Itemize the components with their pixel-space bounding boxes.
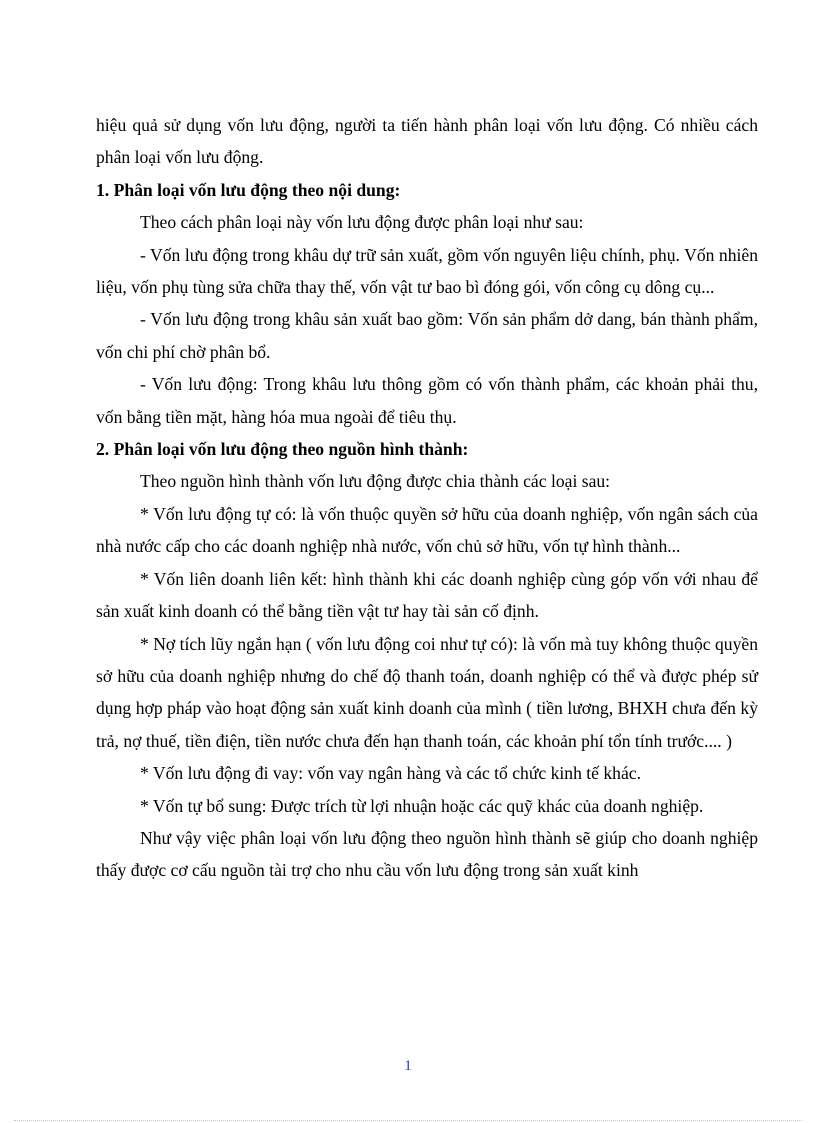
paragraph-joint-venture: * Vốn liên doanh liên kết: hình thành khi các doanh nghiệp cùng góp vốn với nhau để sản xuất kinh doanh có thể bằng tiền vật tư hay tài sản cố định.: [96, 568, 758, 622]
paragraph-circulation-stage: - Vốn lưu động: Trong khâu lưu thông gồm có vốn thành phẩm, các khoản phải thu, vốn bằng tiền mặt, hàng hóa mua ngoài để tiêu thụ.: [96, 374, 758, 427]
page-number: 1: [404, 1058, 412, 1074]
paragraph-classification-intro: Theo cách phân loại này vốn lưu động được phân loại như sau:: [140, 212, 584, 233]
paragraph-production-stage: - Vốn lưu động trong khâu sản xuất bao gồm: Vốn sản phẩm dở dang, bán thành phẩm, vốn chi phí chờ phân bổ.: [96, 309, 758, 362]
paragraph-own-capital: * Vốn lưu động tự có: là vốn thuộc quyền sở hữu của doanh nghiệp, vốn ngân sách của nhà nước cấp cho các doanh nghiệp nhà nước, vốn chủ sở hữu, vốn tự hình thành...: [96, 503, 758, 557]
paragraph-source-intro: Theo nguồn hình thành vốn lưu động được chia thành các loại sau:: [140, 471, 611, 492]
page-bottom-divider: [14, 1120, 802, 1121]
paragraph-supplementary-capital: * Vốn tự bổ sung: Được trích từ lợi nhuận hoặc các quỹ khác của doanh nghiệp.: [140, 795, 704, 816]
paragraph-reserve-stage: - Vốn lưu động trong khâu dự trữ sản xuất, gồm vốn nguyên liệu chính, phụ. Vốn nhiên liệu, vốn phụ tùng sửa chữa thay thế, vốn vật tư bao bì đóng gói, vốn công cụ dông cụ...: [96, 244, 758, 298]
paragraph-short-term-accrual: * Nợ tích lũy ngắn hạn ( vốn lưu động coi như tự có): là vốn mà tuy không thuộc quyền sở hữu của doanh nghiệp nhưng do chế độ thanh toán, doanh nghiệp có thể và được phép sử dụng hợp pháp vào hoạt động sản xuất kinh doanh của mình ( tiền lương, BHXH chưa đến kỳ trả, nợ thuế, tiền điện, tiền nước chưa đến hạn thanh toán, các khoản phí tổn tính trước.... ): [96, 633, 758, 751]
section-heading-1: 1. Phân loại vốn lưu động theo nội dung:: [96, 179, 401, 200]
paragraph-intro: hiệu quả sử dụng vốn lưu động, người ta tiến hành phân loại vốn lưu động. Có nhiều cách phân loại vốn lưu động.: [96, 115, 758, 168]
section-heading-2: 2. Phân loại vốn lưu động theo nguồn hình thành:: [96, 439, 469, 460]
paragraph-conclusion: Như vậy việc phân loại vốn lưu động theo nguồn hình thành sẽ giúp cho doanh nghiệp thấy được cơ cấu nguồn tài trợ cho nhu cầu vốn lưu động trong sản xuất kinh: [96, 827, 758, 881]
paragraph-borrowed-capital: * Vốn lưu động đi vay: vốn vay ngân hàng và các tổ chức kinh tế khác.: [140, 763, 641, 784]
document-body: [96, 109, 758, 887]
